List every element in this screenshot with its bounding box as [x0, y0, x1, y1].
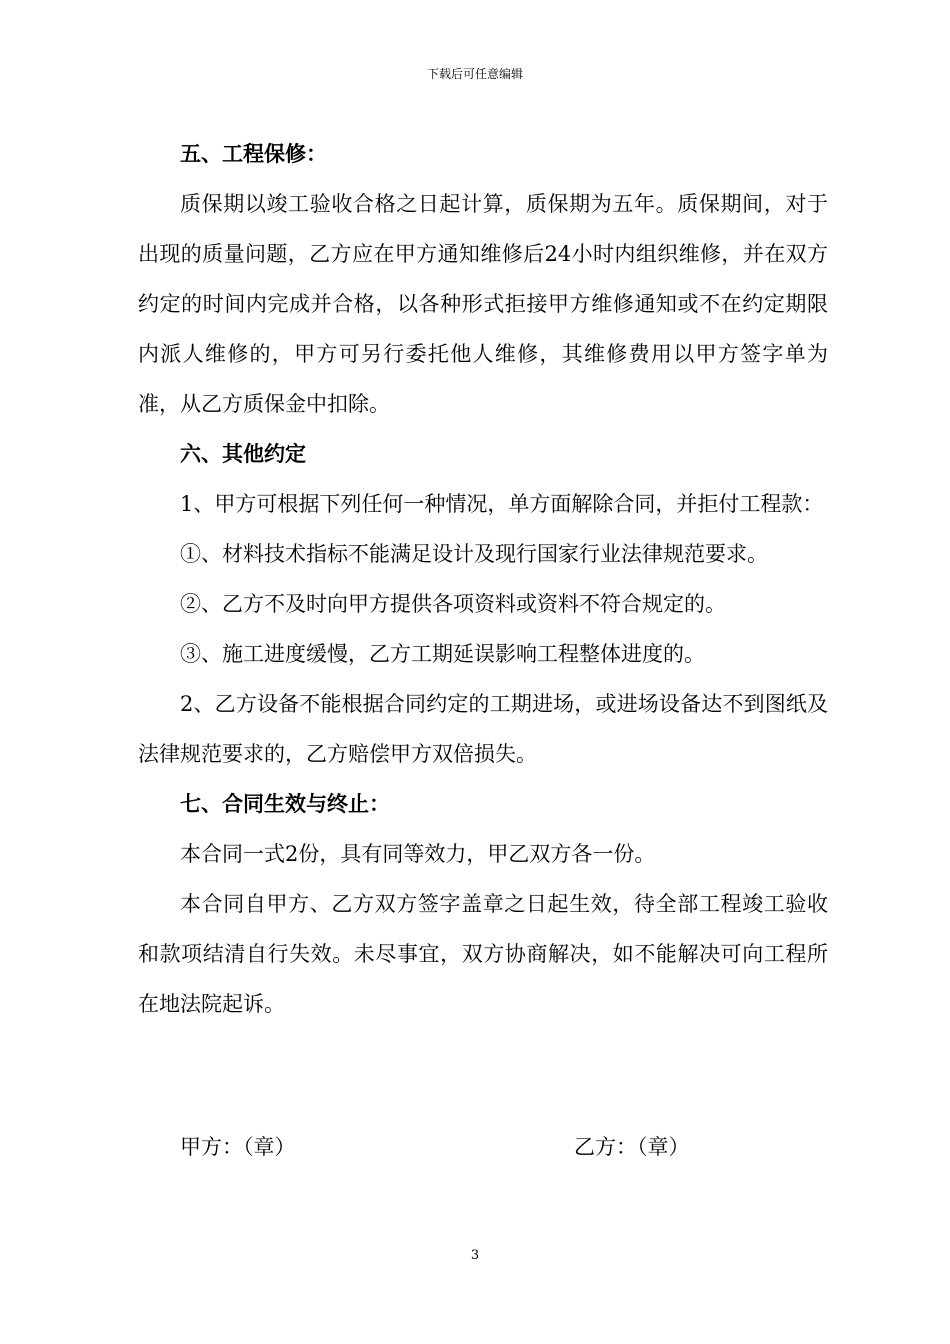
- party-b-signature: 乙方：（章）: [574, 1135, 690, 1159]
- paragraph: 本合同一式2份，具有同等效力，甲乙双方各一份。: [180, 842, 656, 866]
- section-heading: 七、合同生效与终止：: [180, 791, 390, 816]
- paragraph: 2、乙方设备不能根据合同约定的工期进场，或进场设备达不到图纸及法律规范要求的，乙方赔偿甲方双倍损失。: [138, 692, 828, 766]
- paragraph: 1、甲方可根据下列任何一种情况，单方面解除合同，并拒付工程款：: [180, 492, 824, 516]
- party-a-signature: 甲方：（章）: [180, 1135, 296, 1159]
- page-number: 3: [470, 1248, 480, 1263]
- page-header: 下载后可任意编辑: [426, 67, 523, 81]
- paragraph: 质保期以竣工验收合格之日起计算，质保期为五年。质保期间，对于出现的质量问题，乙方应在甲方通知维修后24小时内组织维修，并在双方约定的时间内完成并合格，以各种形式拒接甲方维修通知或不在约定期限内派人维修的，甲方可另行委托他人维修，其维修费用以甲方签字单为准，从乙方质保金中扣除。: [138, 192, 828, 416]
- list-item: ③、施工进度缓慢，乙方工期延误影响工程整体进度的。: [180, 642, 705, 666]
- signature-row: [138, 1125, 828, 1169]
- list-item: ②、乙方不及时向甲方提供各项资料或资料不符合规定的。: [180, 592, 726, 616]
- section-heading: 五、工程保修：: [180, 141, 327, 166]
- section-heading: 六、其他约定: [180, 441, 306, 466]
- paragraph: 本合同自甲方、乙方双方签字盖章之日起生效，待全部工程竣工验收和款项结清自行失效。未尽事宜，双方协商解决，如不能解决可向工程所在地法院起诉。: [138, 892, 828, 1016]
- list-item: ①、材料技术指标不能满足设计及现行国家行业法律规范要求。: [180, 542, 768, 566]
- document-body: [138, 129, 828, 1029]
